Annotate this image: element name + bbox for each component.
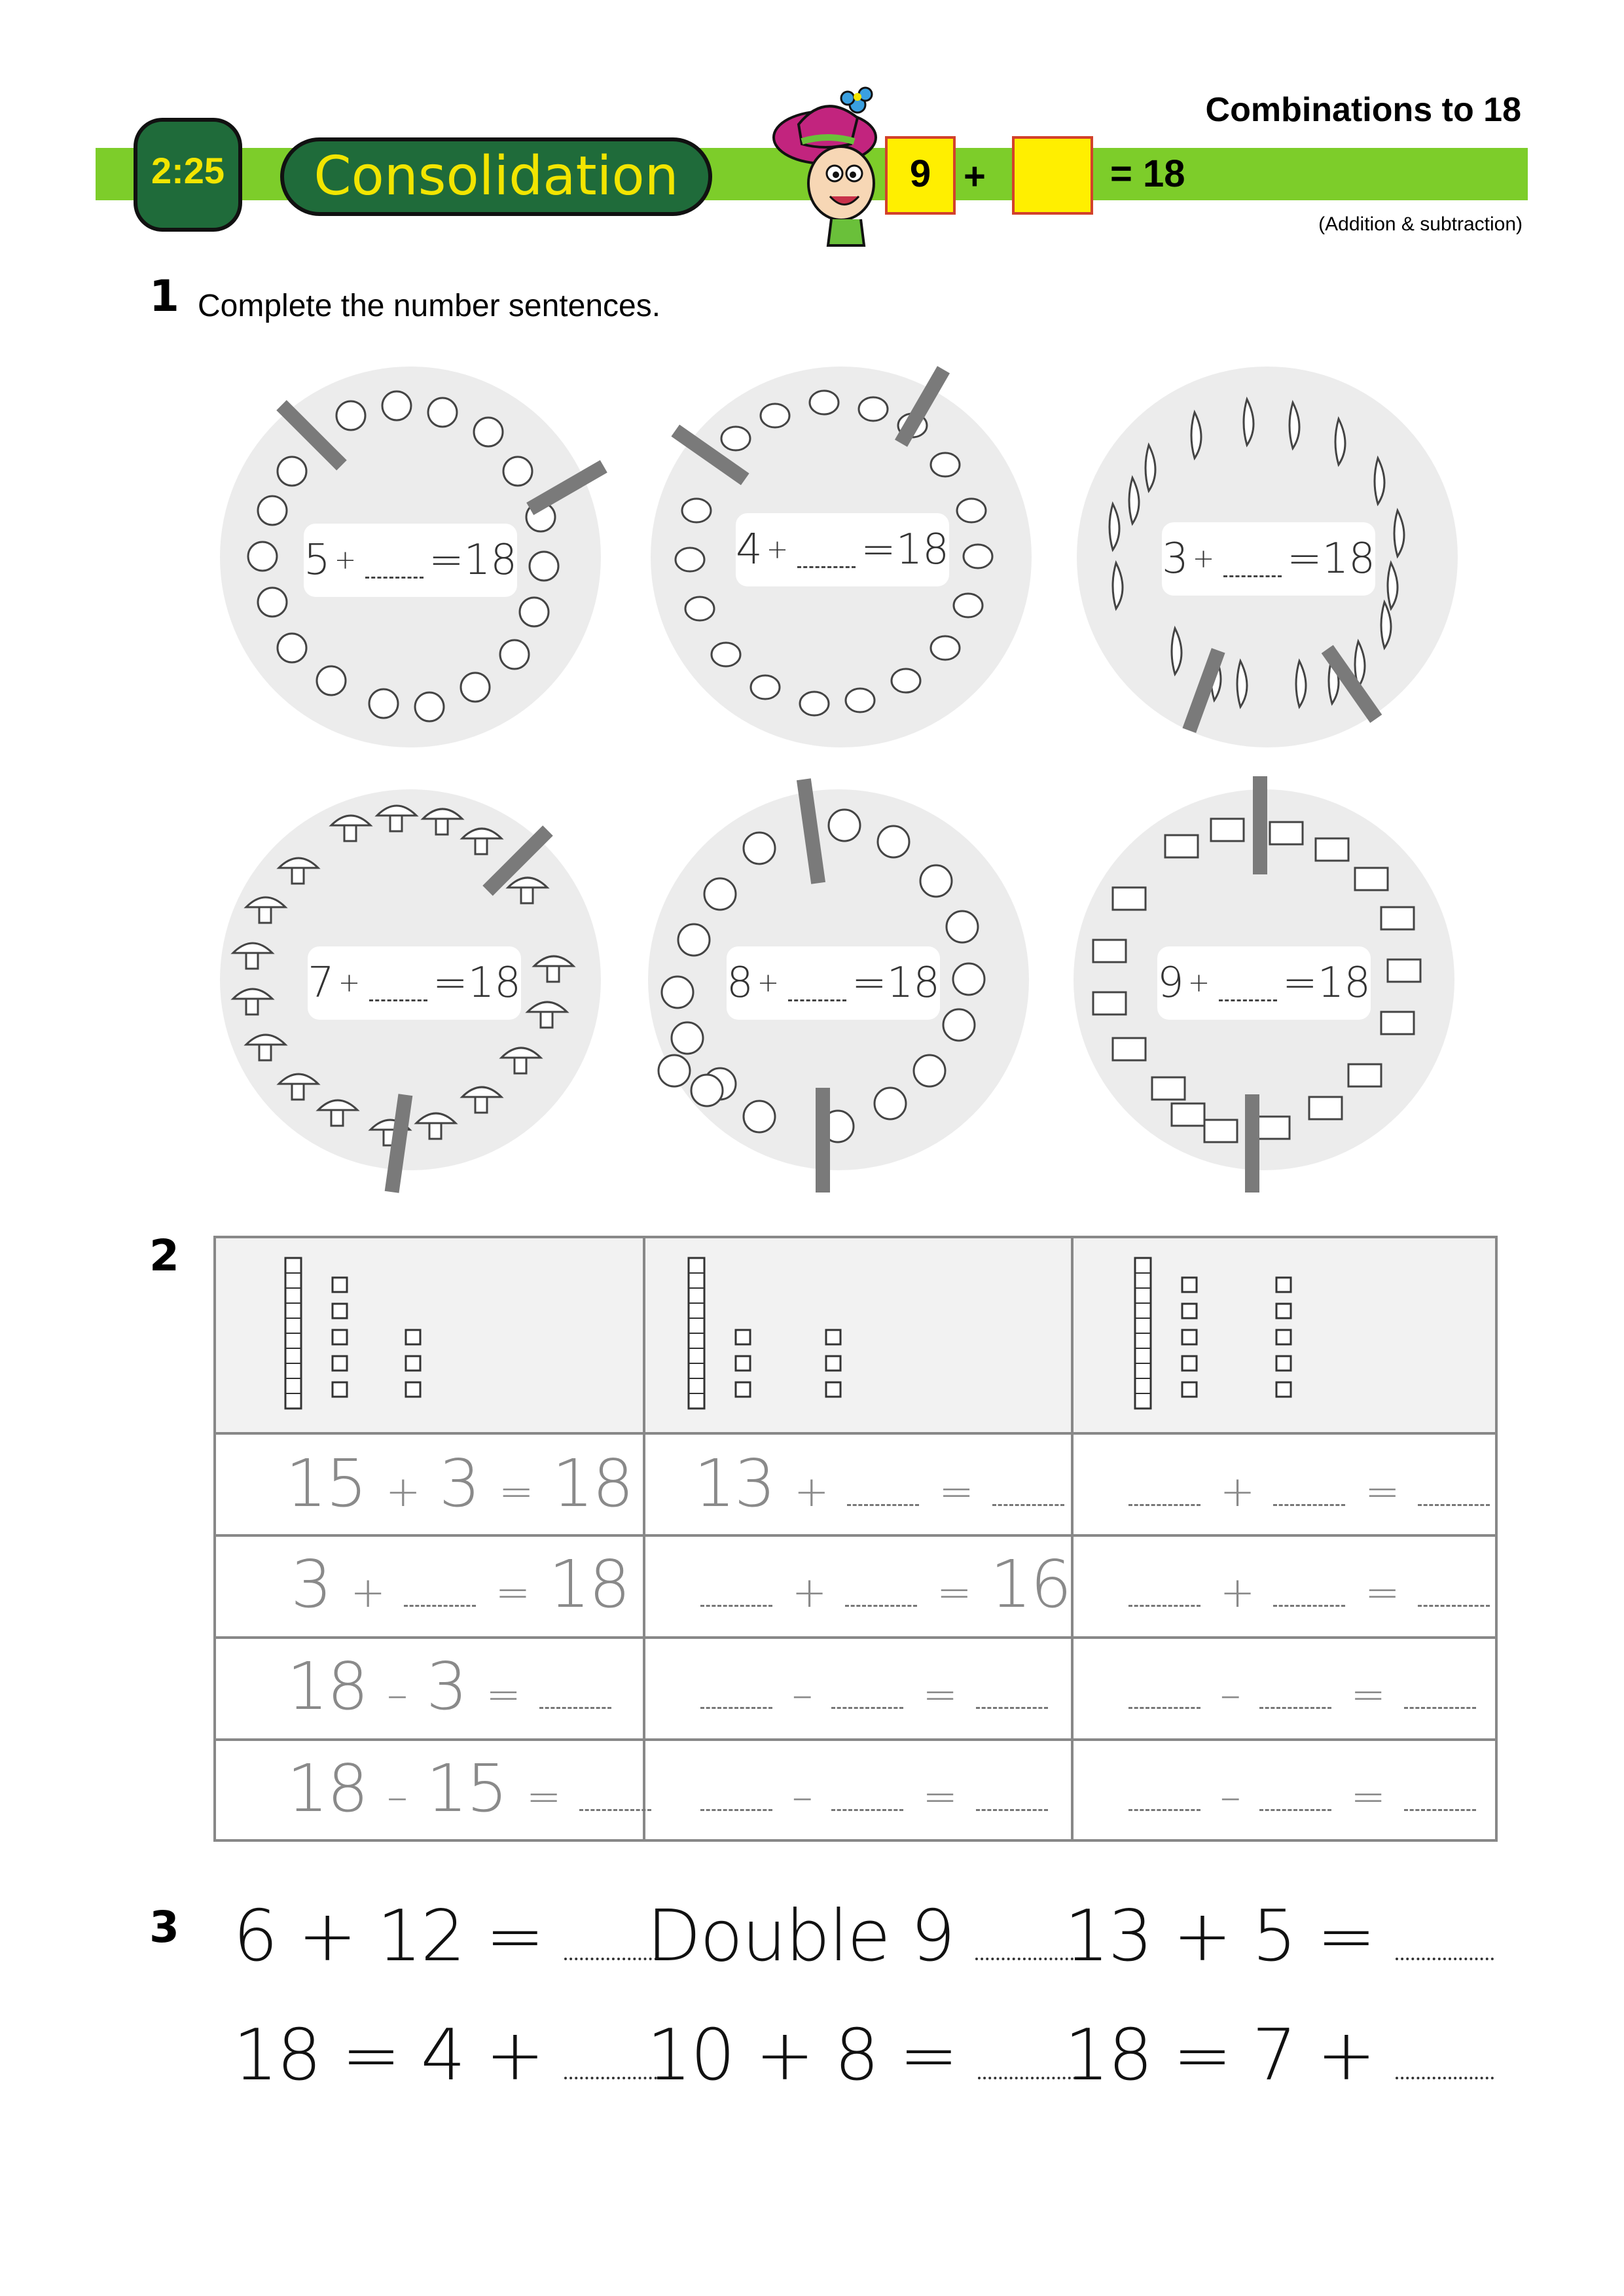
answer-blank[interactable] bbox=[992, 1498, 1064, 1506]
equals: = bbox=[498, 1468, 533, 1516]
operator: – bbox=[1219, 1773, 1240, 1821]
table-row-1-col-2 bbox=[694, 1445, 1064, 1522]
mushroom-circle bbox=[220, 789, 601, 1170]
q3-item-3 bbox=[1064, 1895, 1494, 1977]
answer-blank[interactable] bbox=[1273, 1498, 1345, 1506]
subtitle: (Addition & subtraction) bbox=[1318, 213, 1523, 235]
answer-blank[interactable] bbox=[831, 1803, 903, 1811]
q3-item-text: 18 = 4 + bbox=[233, 2015, 544, 2096]
subtrahend: 15 bbox=[425, 1750, 507, 1827]
table-row-2-col-3 bbox=[1128, 1546, 1490, 1623]
answer-blank[interactable] bbox=[1404, 1700, 1476, 1709]
total: 18 bbox=[549, 1546, 630, 1623]
answer-blank[interactable] bbox=[1128, 1803, 1200, 1811]
q3-item-4 bbox=[233, 2015, 662, 2096]
table-row-2-col-2 bbox=[700, 1546, 1071, 1623]
sun-result: =18 bbox=[428, 536, 517, 584]
turkey-equation bbox=[727, 946, 940, 1020]
table-row-1-col-3 bbox=[1128, 1445, 1490, 1522]
equals: = bbox=[922, 1671, 957, 1719]
question-3-number: 3 bbox=[149, 1902, 179, 1952]
operator: + bbox=[386, 1468, 420, 1516]
sun-plus: + bbox=[334, 545, 357, 575]
addend: 15 bbox=[285, 1445, 367, 1522]
train-equation bbox=[1157, 946, 1371, 1020]
train-divider bbox=[1253, 776, 1267, 874]
train-plus: + bbox=[1187, 968, 1210, 998]
turkey-plus: + bbox=[757, 968, 780, 998]
answer-blank[interactable] bbox=[700, 1803, 772, 1811]
answer-blank[interactable] bbox=[1128, 1700, 1200, 1709]
equals: = bbox=[1365, 1569, 1399, 1617]
table-divider bbox=[213, 1738, 1498, 1741]
answer-blank[interactable] bbox=[847, 1498, 919, 1506]
answer-blank[interactable] bbox=[404, 1598, 476, 1607]
train-divider bbox=[1245, 1094, 1259, 1193]
minuend: 18 bbox=[287, 1750, 368, 1827]
answer-blank[interactable] bbox=[1259, 1803, 1331, 1811]
turkey-circle bbox=[648, 789, 1029, 1170]
mushroom-answer-blank[interactable] bbox=[369, 980, 427, 1001]
operator: + bbox=[1219, 1569, 1254, 1617]
addend: 3 bbox=[291, 1546, 331, 1623]
operator: + bbox=[1219, 1468, 1254, 1516]
answer-blank[interactable] bbox=[831, 1700, 903, 1709]
banana-answer-blank[interactable] bbox=[1223, 556, 1282, 577]
operator: – bbox=[387, 1671, 407, 1719]
table-row-2-col-1 bbox=[291, 1546, 629, 1623]
section-title: Consolidation bbox=[314, 145, 679, 207]
answer-blank[interactable] bbox=[579, 1803, 651, 1811]
total: 18 bbox=[552, 1445, 633, 1522]
banana-plus: + bbox=[1192, 544, 1215, 574]
addend: 3 bbox=[439, 1445, 480, 1522]
equals: = bbox=[526, 1773, 560, 1821]
banana-start: 3 bbox=[1162, 535, 1189, 583]
equals: = bbox=[495, 1569, 530, 1617]
q3-item-text: 13 + 5 = bbox=[1064, 1895, 1375, 1977]
turkey-result: =18 bbox=[851, 959, 940, 1007]
lesson-number: 2:25 bbox=[151, 150, 225, 191]
answer-blank[interactable] bbox=[539, 1700, 611, 1709]
header-plus: + bbox=[964, 155, 986, 198]
table-row-4-col-1 bbox=[287, 1750, 651, 1827]
fly-result: =18 bbox=[860, 526, 949, 574]
sun-start: 5 bbox=[304, 536, 331, 584]
equals: = bbox=[1350, 1773, 1385, 1821]
q3-item-text: 18 = 7 + bbox=[1064, 2015, 1375, 2096]
sun-answer-blank[interactable] bbox=[365, 557, 424, 579]
fly-plus: + bbox=[766, 535, 789, 565]
banana-circle bbox=[1077, 367, 1458, 747]
fly-equation bbox=[736, 513, 949, 586]
answer-blank[interactable] bbox=[976, 1700, 1048, 1709]
question-2-number: 2 bbox=[149, 1230, 179, 1281]
answer-blank[interactable] bbox=[845, 1598, 917, 1607]
operator: – bbox=[791, 1773, 812, 1821]
turkey-start: 8 bbox=[727, 959, 753, 1007]
answer-blank[interactable] bbox=[700, 1700, 772, 1709]
sun-equation bbox=[304, 524, 517, 597]
equals: = bbox=[486, 1671, 520, 1719]
turkey-divider bbox=[816, 1088, 830, 1193]
banana-equation bbox=[1162, 522, 1375, 596]
mushroom-equation bbox=[308, 946, 521, 1020]
question-1-instruction: Complete the number sentences. bbox=[198, 289, 661, 323]
cartoon-girl-icon bbox=[772, 79, 897, 249]
operator: + bbox=[794, 1468, 828, 1516]
q3-item-6 bbox=[1064, 2015, 1494, 2096]
equals: = bbox=[1365, 1468, 1399, 1516]
addend: 13 bbox=[694, 1445, 775, 1522]
answer-blank[interactable] bbox=[1404, 1803, 1476, 1811]
sun-circle bbox=[220, 367, 601, 747]
table-divider bbox=[213, 1636, 1498, 1639]
q3-item-2 bbox=[647, 1895, 1074, 1977]
operator: + bbox=[791, 1569, 826, 1617]
equals: = bbox=[922, 1773, 957, 1821]
header-addend: 9 bbox=[909, 152, 931, 195]
operator: – bbox=[387, 1773, 407, 1821]
table-divider bbox=[213, 1432, 1498, 1435]
answer-blank[interactable] bbox=[1418, 1598, 1490, 1607]
header-equals-result: = 18 bbox=[1110, 152, 1185, 195]
operator: – bbox=[791, 1671, 812, 1719]
question-1-number: 1 bbox=[149, 271, 179, 321]
mushroom-start: 7 bbox=[308, 959, 334, 1007]
operator: – bbox=[1219, 1671, 1240, 1719]
equals: = bbox=[937, 1569, 971, 1617]
table-row-4-col-3 bbox=[1128, 1750, 1476, 1827]
train-result: =18 bbox=[1282, 959, 1371, 1007]
table-row-1-col-1 bbox=[285, 1445, 633, 1522]
answer-blank[interactable] bbox=[1128, 1498, 1200, 1506]
answer-blank[interactable] bbox=[975, 1951, 1074, 1960]
train-start: 9 bbox=[1157, 959, 1184, 1007]
answer-blank[interactable] bbox=[1128, 1598, 1200, 1607]
answer-blank[interactable] bbox=[1273, 1598, 1345, 1607]
equals: = bbox=[939, 1468, 973, 1516]
q3-item-text: Double 9 bbox=[647, 1895, 954, 1977]
train-answer-blank[interactable] bbox=[1219, 980, 1277, 1001]
answer-blank[interactable] bbox=[1396, 1951, 1494, 1960]
banana-result: =18 bbox=[1286, 535, 1375, 583]
subtrahend: 3 bbox=[425, 1648, 467, 1725]
mushroom-result: =18 bbox=[432, 959, 521, 1007]
table-row-3-col-2 bbox=[700, 1648, 1048, 1725]
answer-blank[interactable] bbox=[978, 2070, 1076, 2079]
q3-item-text: 10 + 8 = bbox=[647, 2015, 958, 2096]
operator: + bbox=[350, 1569, 385, 1617]
header-missing-box bbox=[1012, 136, 1093, 215]
table-divider bbox=[213, 1534, 1498, 1537]
answer-blank[interactable] bbox=[1259, 1700, 1331, 1709]
answer-blank[interactable] bbox=[1396, 2070, 1494, 2079]
topic-title: Combinations to 18 bbox=[1205, 91, 1521, 129]
base-ten-blocks bbox=[216, 1238, 1495, 1432]
fly-start: 4 bbox=[736, 526, 763, 574]
table-row-3-col-3 bbox=[1128, 1648, 1476, 1725]
total: 16 bbox=[990, 1546, 1071, 1623]
q3-item-5 bbox=[647, 2015, 1076, 2096]
mushroom-plus: + bbox=[338, 968, 361, 998]
turkey-answer-blank[interactable] bbox=[788, 980, 846, 1001]
answer-blank[interactable] bbox=[976, 1803, 1048, 1811]
table-row-4-col-2 bbox=[700, 1750, 1048, 1827]
table-row-3-col-1 bbox=[287, 1648, 611, 1725]
q3-item-text: 6 + 12 = bbox=[233, 1895, 544, 1977]
answer-blank[interactable] bbox=[700, 1598, 772, 1607]
answer-blank[interactable] bbox=[1418, 1498, 1490, 1506]
fly-circle bbox=[651, 367, 1032, 747]
minuend: 18 bbox=[287, 1648, 368, 1725]
q3-item-1 bbox=[233, 1895, 662, 1977]
fly-answer-blank[interactable] bbox=[797, 547, 856, 568]
equals: = bbox=[1350, 1671, 1385, 1719]
